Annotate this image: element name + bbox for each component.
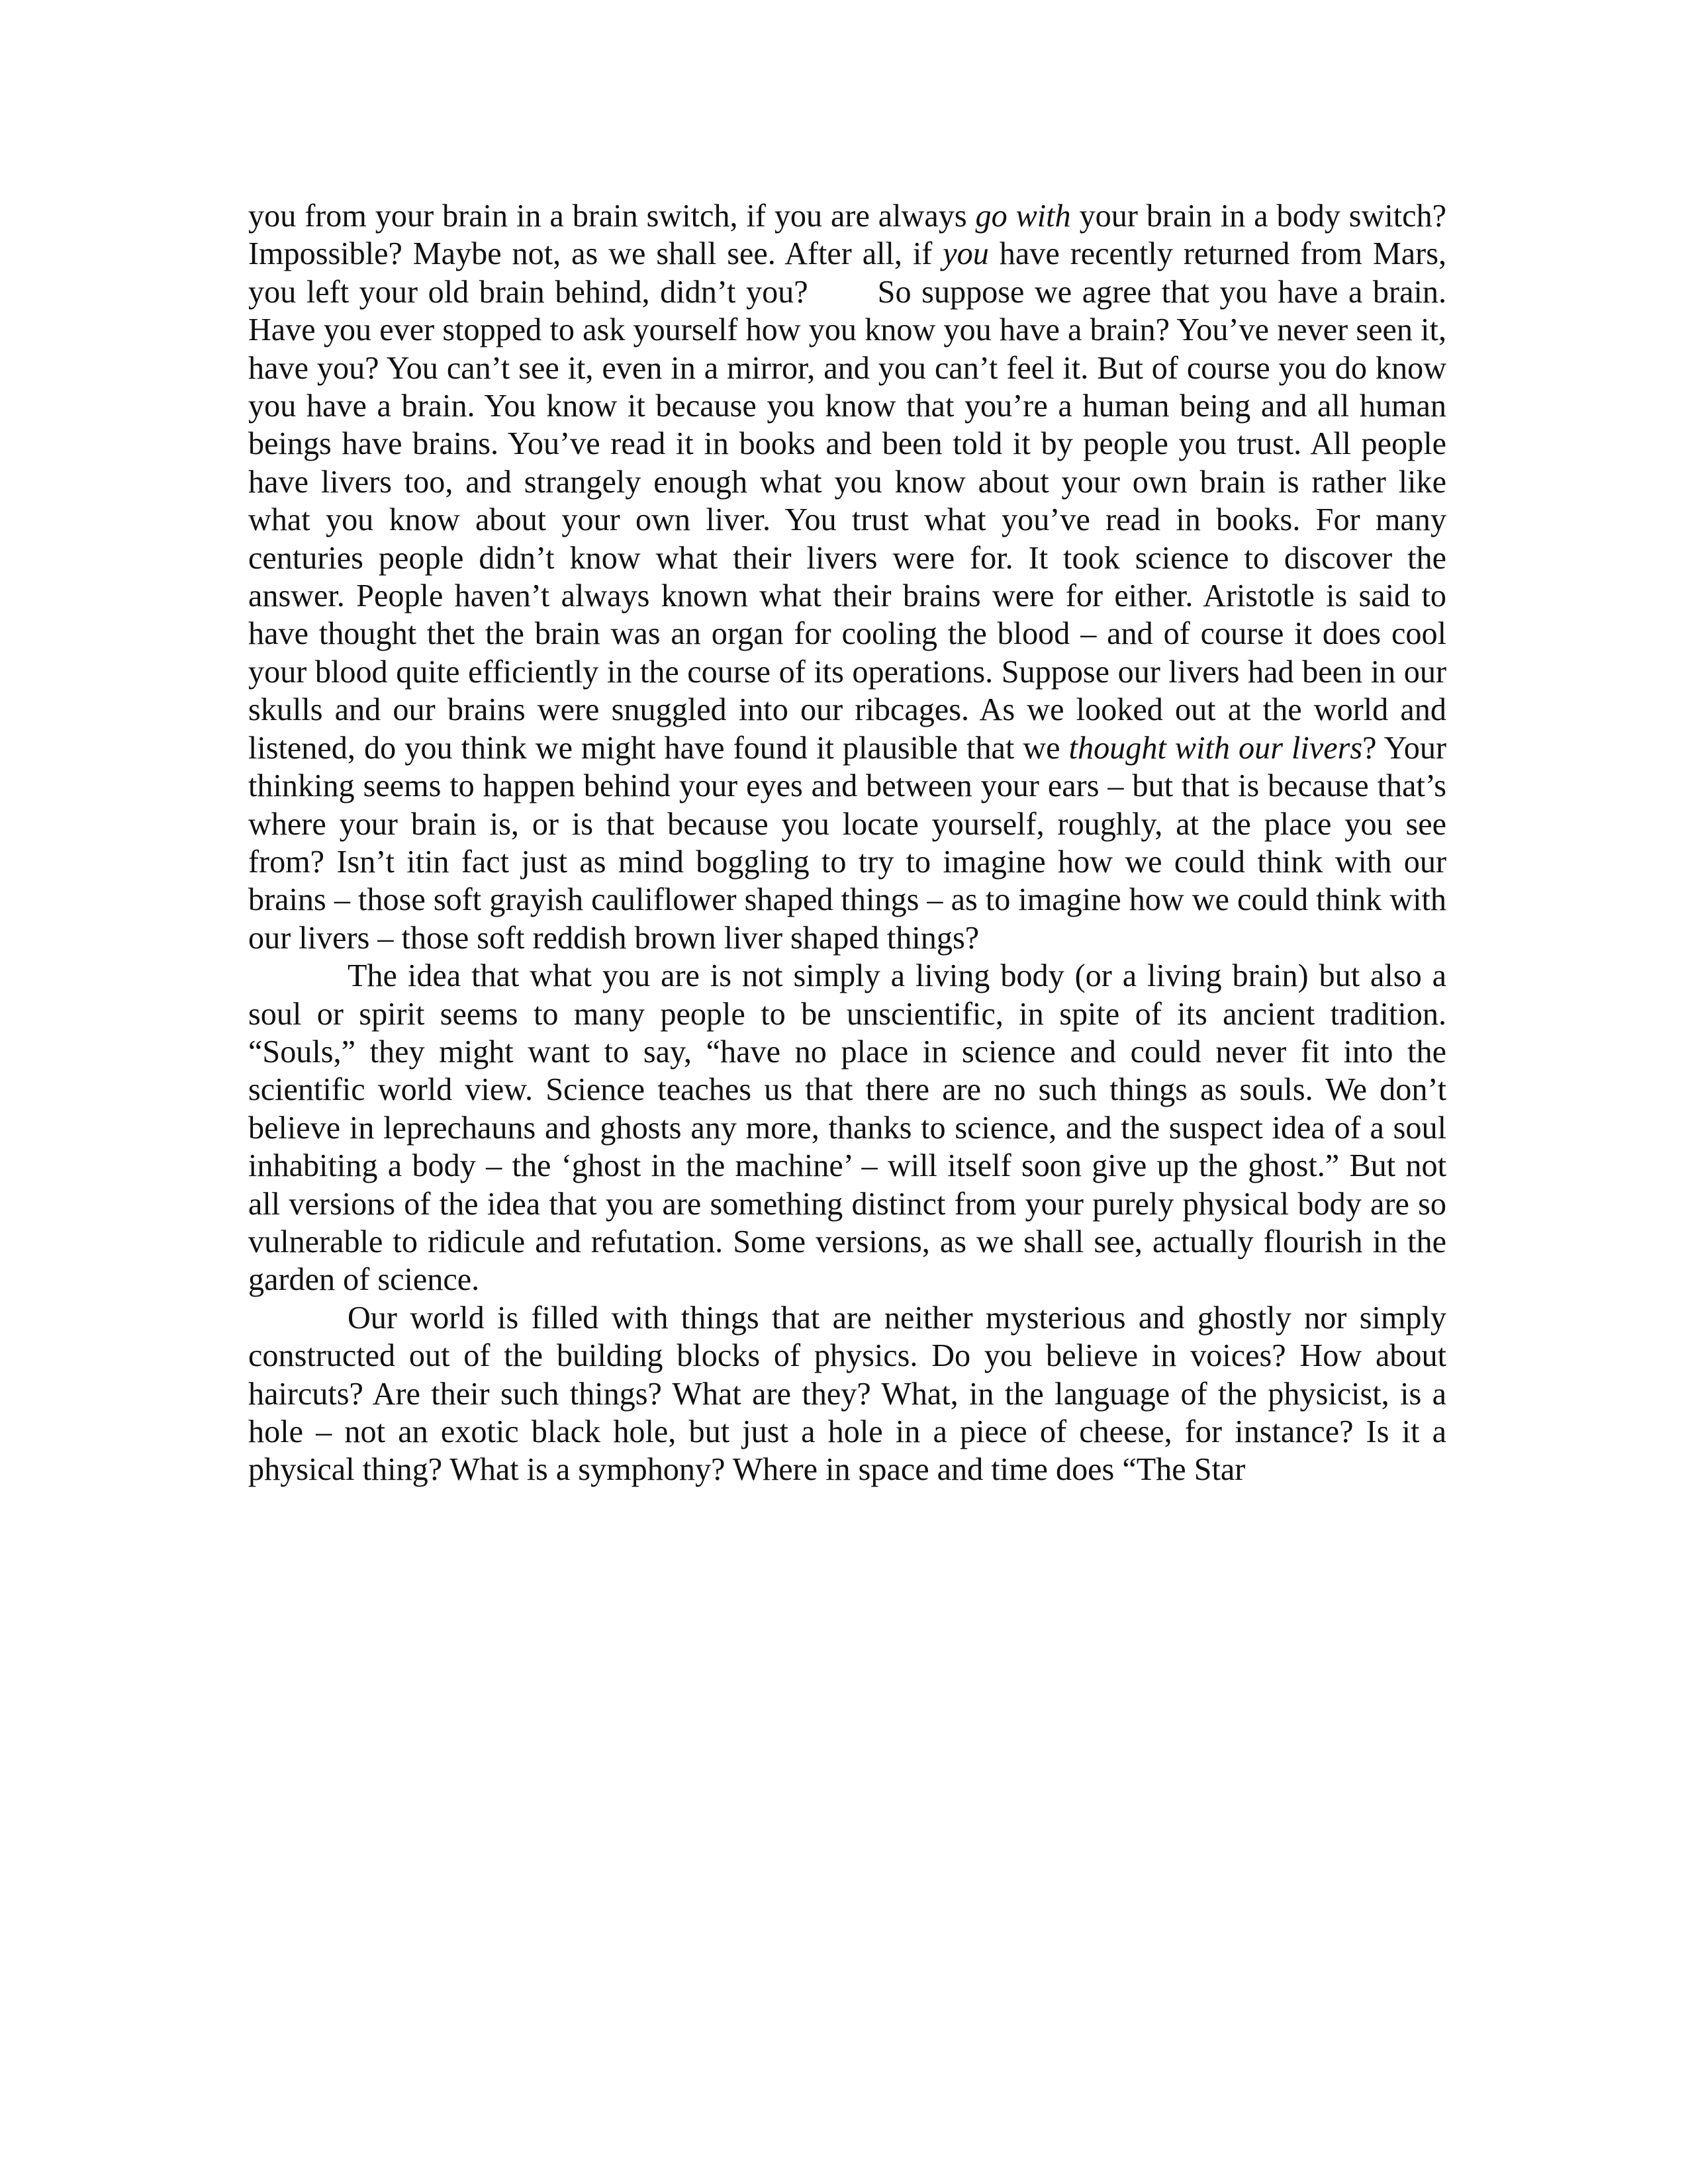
body-text bbox=[248, 197, 1446, 1489]
text-run: your brain in a body switch? Impossible? Maybe not, as we shall see. After all, if bbox=[248, 199, 1447, 272]
italic-run: thought with our livers bbox=[1068, 730, 1363, 766]
text-run: So suppose we agree that you have a brain. Have you ever stopped to ask yourself how you know you have a brain? You’ve never seen it, have you? You can’t see it, even in a mirror, and you can’t feel it. But of course you do know you have a brain. You know it because you know that you’re a human being and all human beings have brains. You’ve read it in books and been told it by people you trust. All people have livers too, and strangely enough what you know about your own brain is rather like what you know about your own liver. You trust what you’ve read in books. For many centuries people didn’t know what their livers were for. It took science to discover the answer. People haven’t always known what their brains were for either. Aristotle is said to have thought thet the brain was an organ for cooling the blood – and of course it does cool your blood quite efficiently in the course of its operations. Suppose our livers had been in our skulls and our brains were snuggled into our ribcages. As we looked out at the world and listened, do you think we might have found it plausible that we bbox=[248, 274, 1446, 766]
paragraph-3 bbox=[248, 1299, 1446, 1489]
paragraph-2 bbox=[248, 957, 1446, 1299]
text-run: ? Your thinking seems to happen behind your eyes and between your ears – but that is because that’s where your brain is, or is that because you locate yourself, roughly, at the place you see from? Isn’t itin fact just as mind boggling to try to imagine how we could think with our brains – those soft grayish cauliflower shaped things – as to imagine how we could think with our livers – those soft reddish brown liver shaped things? bbox=[248, 730, 1446, 956]
text-run: have recently returned from Mars, you left your old brain behind, didn’t you? bbox=[248, 236, 1446, 310]
italic-run: go with bbox=[975, 199, 1071, 234]
text-run: The idea that what you are is not simply a living body (or a living brain) but also a soul or spirit seems to many people to be unscientific, in spite of its ancient tradition. “Souls,” they might want to say, “have no place in science and could never fit into the scientific world view. Science teaches us that there are no such things as souls. We don’t believe in leprechauns and ghosts any more, thanks to science, and the suspect idea of a soul inhabiting a body – the ‘ghost in the machine’ – will itself soon give up the ghost.” But not all versions of the idea that you are something distinct from your purely physical body are so vulnerable to ridicule and refutation. Some versions, as we shall see, actually flourish in the garden of science. bbox=[248, 958, 1446, 1298]
text-run: you from your brain in a brain switch, if you are always bbox=[248, 199, 976, 234]
italic-run: you bbox=[943, 236, 989, 272]
paragraph-1 bbox=[248, 197, 1446, 957]
text-run: Our world is filled with things that are neither mysterious and ghostly nor simply constructed out of the building blocks of physics. Do you believe in voices? How about haircuts? Are their such things? What are they? What, in the language of the physicist, is a hole – not an exotic black hole, but just a hole in a piece of cheese, for instance? Is it a physical thing? What is a symphony? Where in space and time does “The Star bbox=[248, 1300, 1446, 1488]
